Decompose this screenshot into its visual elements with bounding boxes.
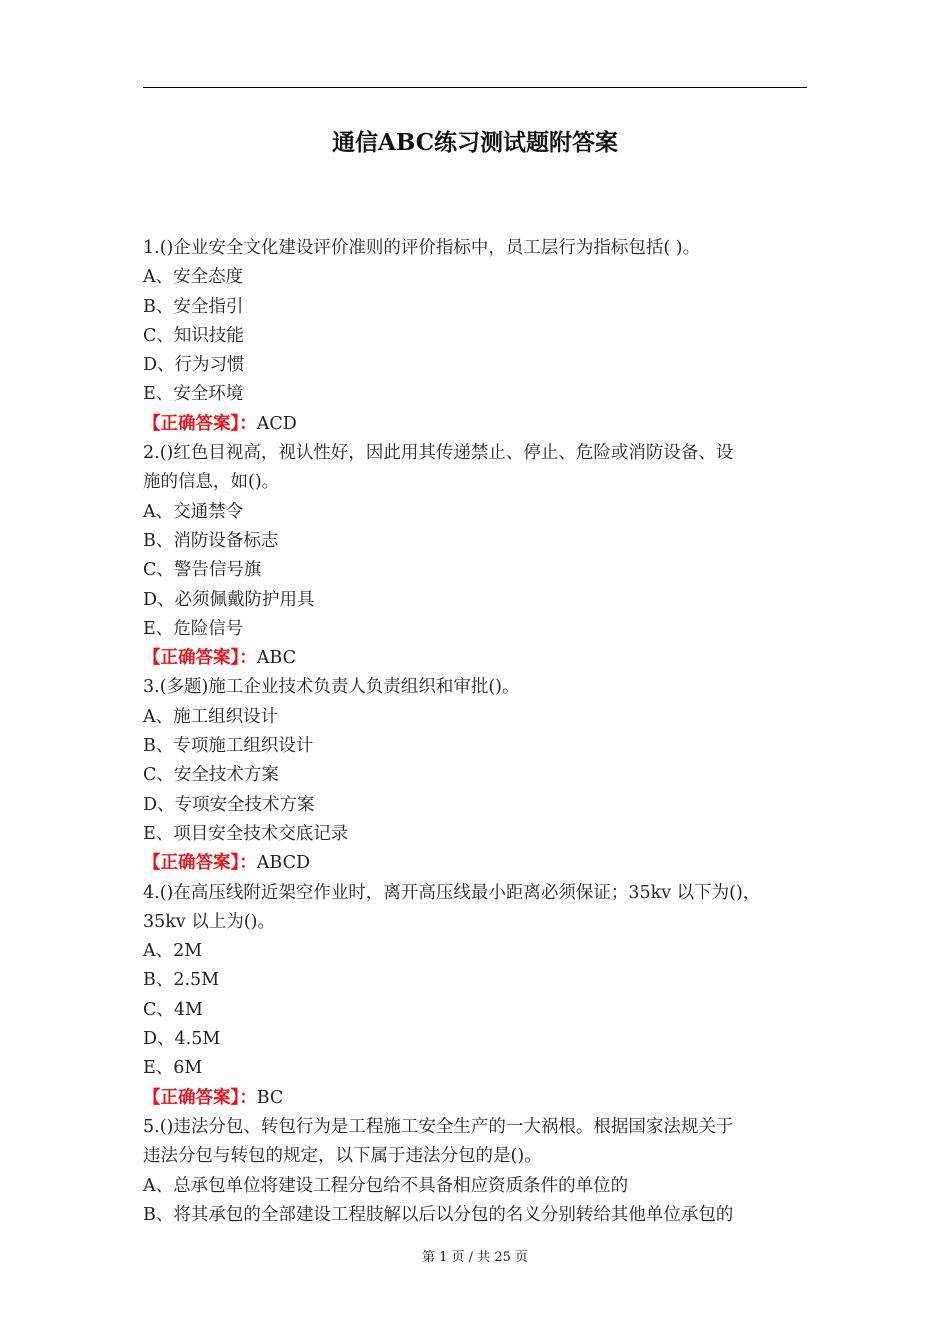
option: D、行为习惯	[143, 355, 245, 376]
question-block	[143, 234, 813, 439]
option: B、消防设备标志	[143, 530, 279, 551]
question-stem-continued: 35kv 以上为()。	[143, 911, 275, 932]
question-stem: 4.()在高压线附近架空作业时，离开高压线最小距离必须保证；35kv 以下为()，	[143, 882, 761, 903]
question-stem-continued: 违法分包与转包的规定，以下属于违法分包的是()。	[143, 1146, 542, 1167]
option: D、专项安全技术方案	[143, 794, 315, 815]
option: A、交通禁令	[143, 501, 244, 522]
question-stem: 2.()红色目视高，视认性好，因此用其传递禁止、停止、危险或消防设备、设	[143, 443, 734, 464]
answer-line	[143, 1084, 813, 1113]
question-block	[143, 673, 813, 878]
answer-value: ABC	[256, 648, 296, 669]
footer-suffix: 页	[515, 1250, 529, 1265]
answer-label: 【正确答案】：	[143, 1087, 257, 1108]
answer-label: 【正确答案】：	[143, 413, 257, 434]
option: A、2M	[143, 941, 203, 962]
total-pages: 25	[494, 1250, 511, 1265]
option: B、安全指引	[143, 296, 244, 317]
answer-value: ABCD	[256, 853, 310, 874]
question-stem-continued: 施的信息，如()。	[143, 472, 280, 493]
footer-middle: 页 / 共	[451, 1250, 491, 1265]
question-stem: 3.(多题)施工企业技术负责人负责组织和审批()。	[143, 677, 520, 698]
option: B、将其承包的全部建设工程肢解以后以分包的名义分别转给其他单位承包的	[143, 1204, 734, 1225]
option: E、危险信号	[143, 618, 244, 639]
option: C、4M	[143, 999, 203, 1020]
answer-line	[143, 410, 813, 439]
option: A、总承包单位将建设工程分包给不具备相应资质条件的单位的	[143, 1175, 629, 1196]
document-title: 通信ABC练习测试题附答案	[331, 129, 619, 156]
option: A、安全态度	[143, 267, 244, 288]
answer-label: 【正确答案】：	[143, 648, 257, 669]
option: B、专项施工组织设计	[143, 736, 314, 757]
option: D、必须佩戴防护用具	[143, 589, 315, 610]
option: C、警告信号旗	[143, 560, 262, 581]
option: A、施工组织设计	[143, 706, 279, 727]
answer-line	[143, 849, 813, 878]
header-rule	[143, 87, 807, 88]
option: C、知识技能	[143, 325, 244, 346]
page-footer	[0, 1246, 950, 1265]
question-list	[143, 234, 813, 1230]
option: E、安全环境	[143, 384, 244, 405]
answer-line	[143, 644, 813, 673]
option: E、项目安全技术交底记录	[143, 823, 349, 844]
option: C、安全技术方案	[143, 765, 279, 786]
answer-label: 【正确答案】：	[143, 853, 257, 874]
question-block	[143, 439, 813, 673]
answer-value: BC	[256, 1087, 284, 1108]
question-block	[143, 879, 813, 1113]
question-stem: 5.()违法分包、转包行为是工程施工安全生产的一大祸根。根据国家法规关于	[143, 1116, 734, 1137]
answer-value: ACD	[256, 413, 297, 434]
question-stem: 1.()企业安全文化建设评价准则的评价指标中，员工层行为指标包括( )。	[143, 238, 701, 258]
question-block	[143, 1113, 813, 1230]
current-page-number: 1	[439, 1250, 448, 1265]
option: D、4.5M	[143, 1029, 221, 1050]
option: E、6M	[143, 1058, 203, 1079]
footer-prefix: 第	[421, 1250, 435, 1265]
option: B、2.5M	[143, 970, 220, 991]
